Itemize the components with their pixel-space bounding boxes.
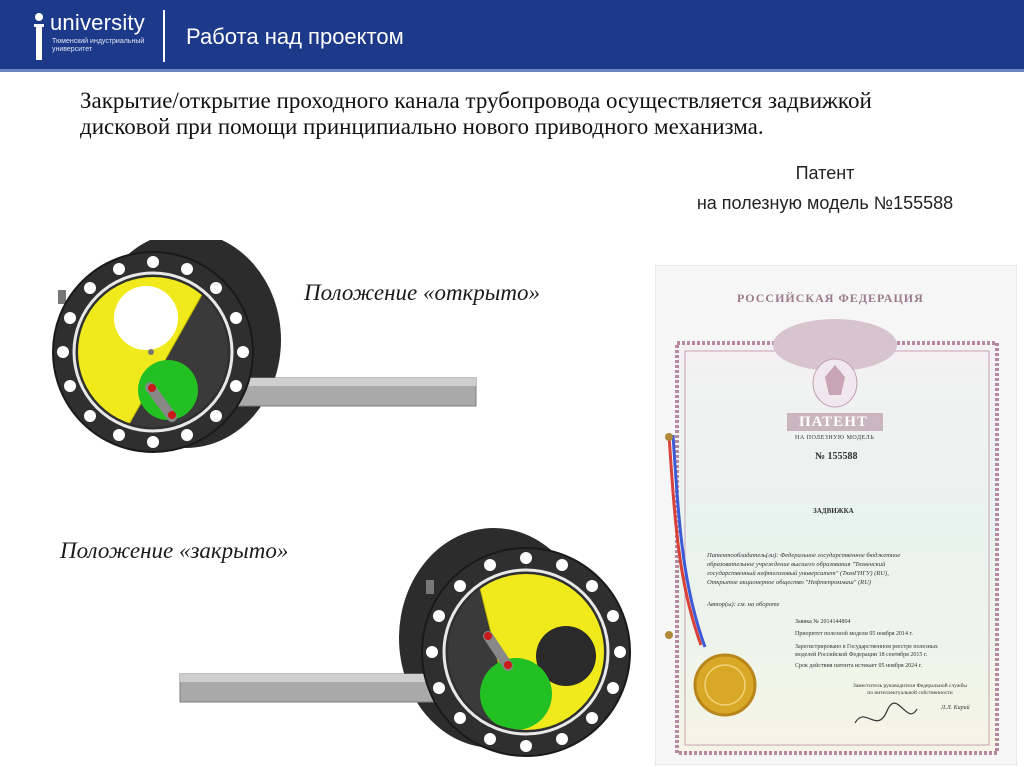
university-logo-icon (32, 12, 46, 62)
doc-authors: Автор(ы): см. на обороте (707, 601, 780, 608)
doc-validity: Срок действия патента истекает 05 ноября 2024 г. (795, 663, 922, 669)
logo-wordmark: university (50, 10, 145, 35)
closed-position-label: Положение «закрыто» (60, 538, 289, 563)
doc-subheading: НА ПОЛЕЗНУЮ МОДЕЛЬ (795, 435, 875, 441)
doc-registered: Зарегистрировано в Государственном реестре полезных моделей Российской Федерации 18 сентября 2015 г. (795, 644, 938, 658)
logo-subtitle: Тюменский индустриальный университет (52, 38, 145, 53)
header-divider (163, 10, 165, 62)
patent-document (655, 265, 1017, 765)
patent-caption-line1: Патент (795, 163, 855, 183)
doc-priority: Приоритет полезной модели 05 ноября 2014 г. (795, 631, 913, 637)
valve-closed-illustration (176, 526, 636, 762)
open-position-label: Положение «открыто» (304, 280, 540, 305)
valve-passage-open (114, 286, 178, 350)
doc-country: РОССИЙСКАЯ ФЕДЕРАЦИЯ (737, 291, 924, 305)
doc-number: № 155588 (815, 451, 858, 462)
header-bar (0, 0, 1024, 72)
patent-caption-line2: на полезную модель №155588 (696, 193, 954, 213)
doc-holder: Патентообладатель(ли): Федеральное государственное бюджетное образовательное учреждение высшего образования "Тюменский государственный нефтегазовый университет" (ТюмГНГУ) (RU), Открытое акционерное общество "Нефтепроммаш" (RU) (707, 552, 901, 586)
doc-application: Заявка № 2014144804 (795, 619, 851, 625)
doc-signer-name: Л.Л. Кирий (941, 705, 970, 711)
doc-heading: ПАТЕНТ (799, 414, 868, 430)
page-title: Работа над проектом (186, 24, 404, 49)
university-logo (30, 8, 160, 66)
valve-gear-green (480, 658, 552, 730)
patent-caption (630, 158, 1020, 218)
intro-paragraph: Закрытие/открытие проходного канала трубопровода осуществляется задвижкой дисковой при помощи принципиально нового приводного механизма. (80, 88, 872, 139)
valve-open-illustration (48, 240, 488, 460)
doc-item-title: ЗАДВИЖКА (813, 507, 854, 515)
doc-signer: Заместитель руководителя Федеральной службы по интеллектуальной собственности (852, 683, 967, 696)
valve-bolt (58, 290, 66, 304)
